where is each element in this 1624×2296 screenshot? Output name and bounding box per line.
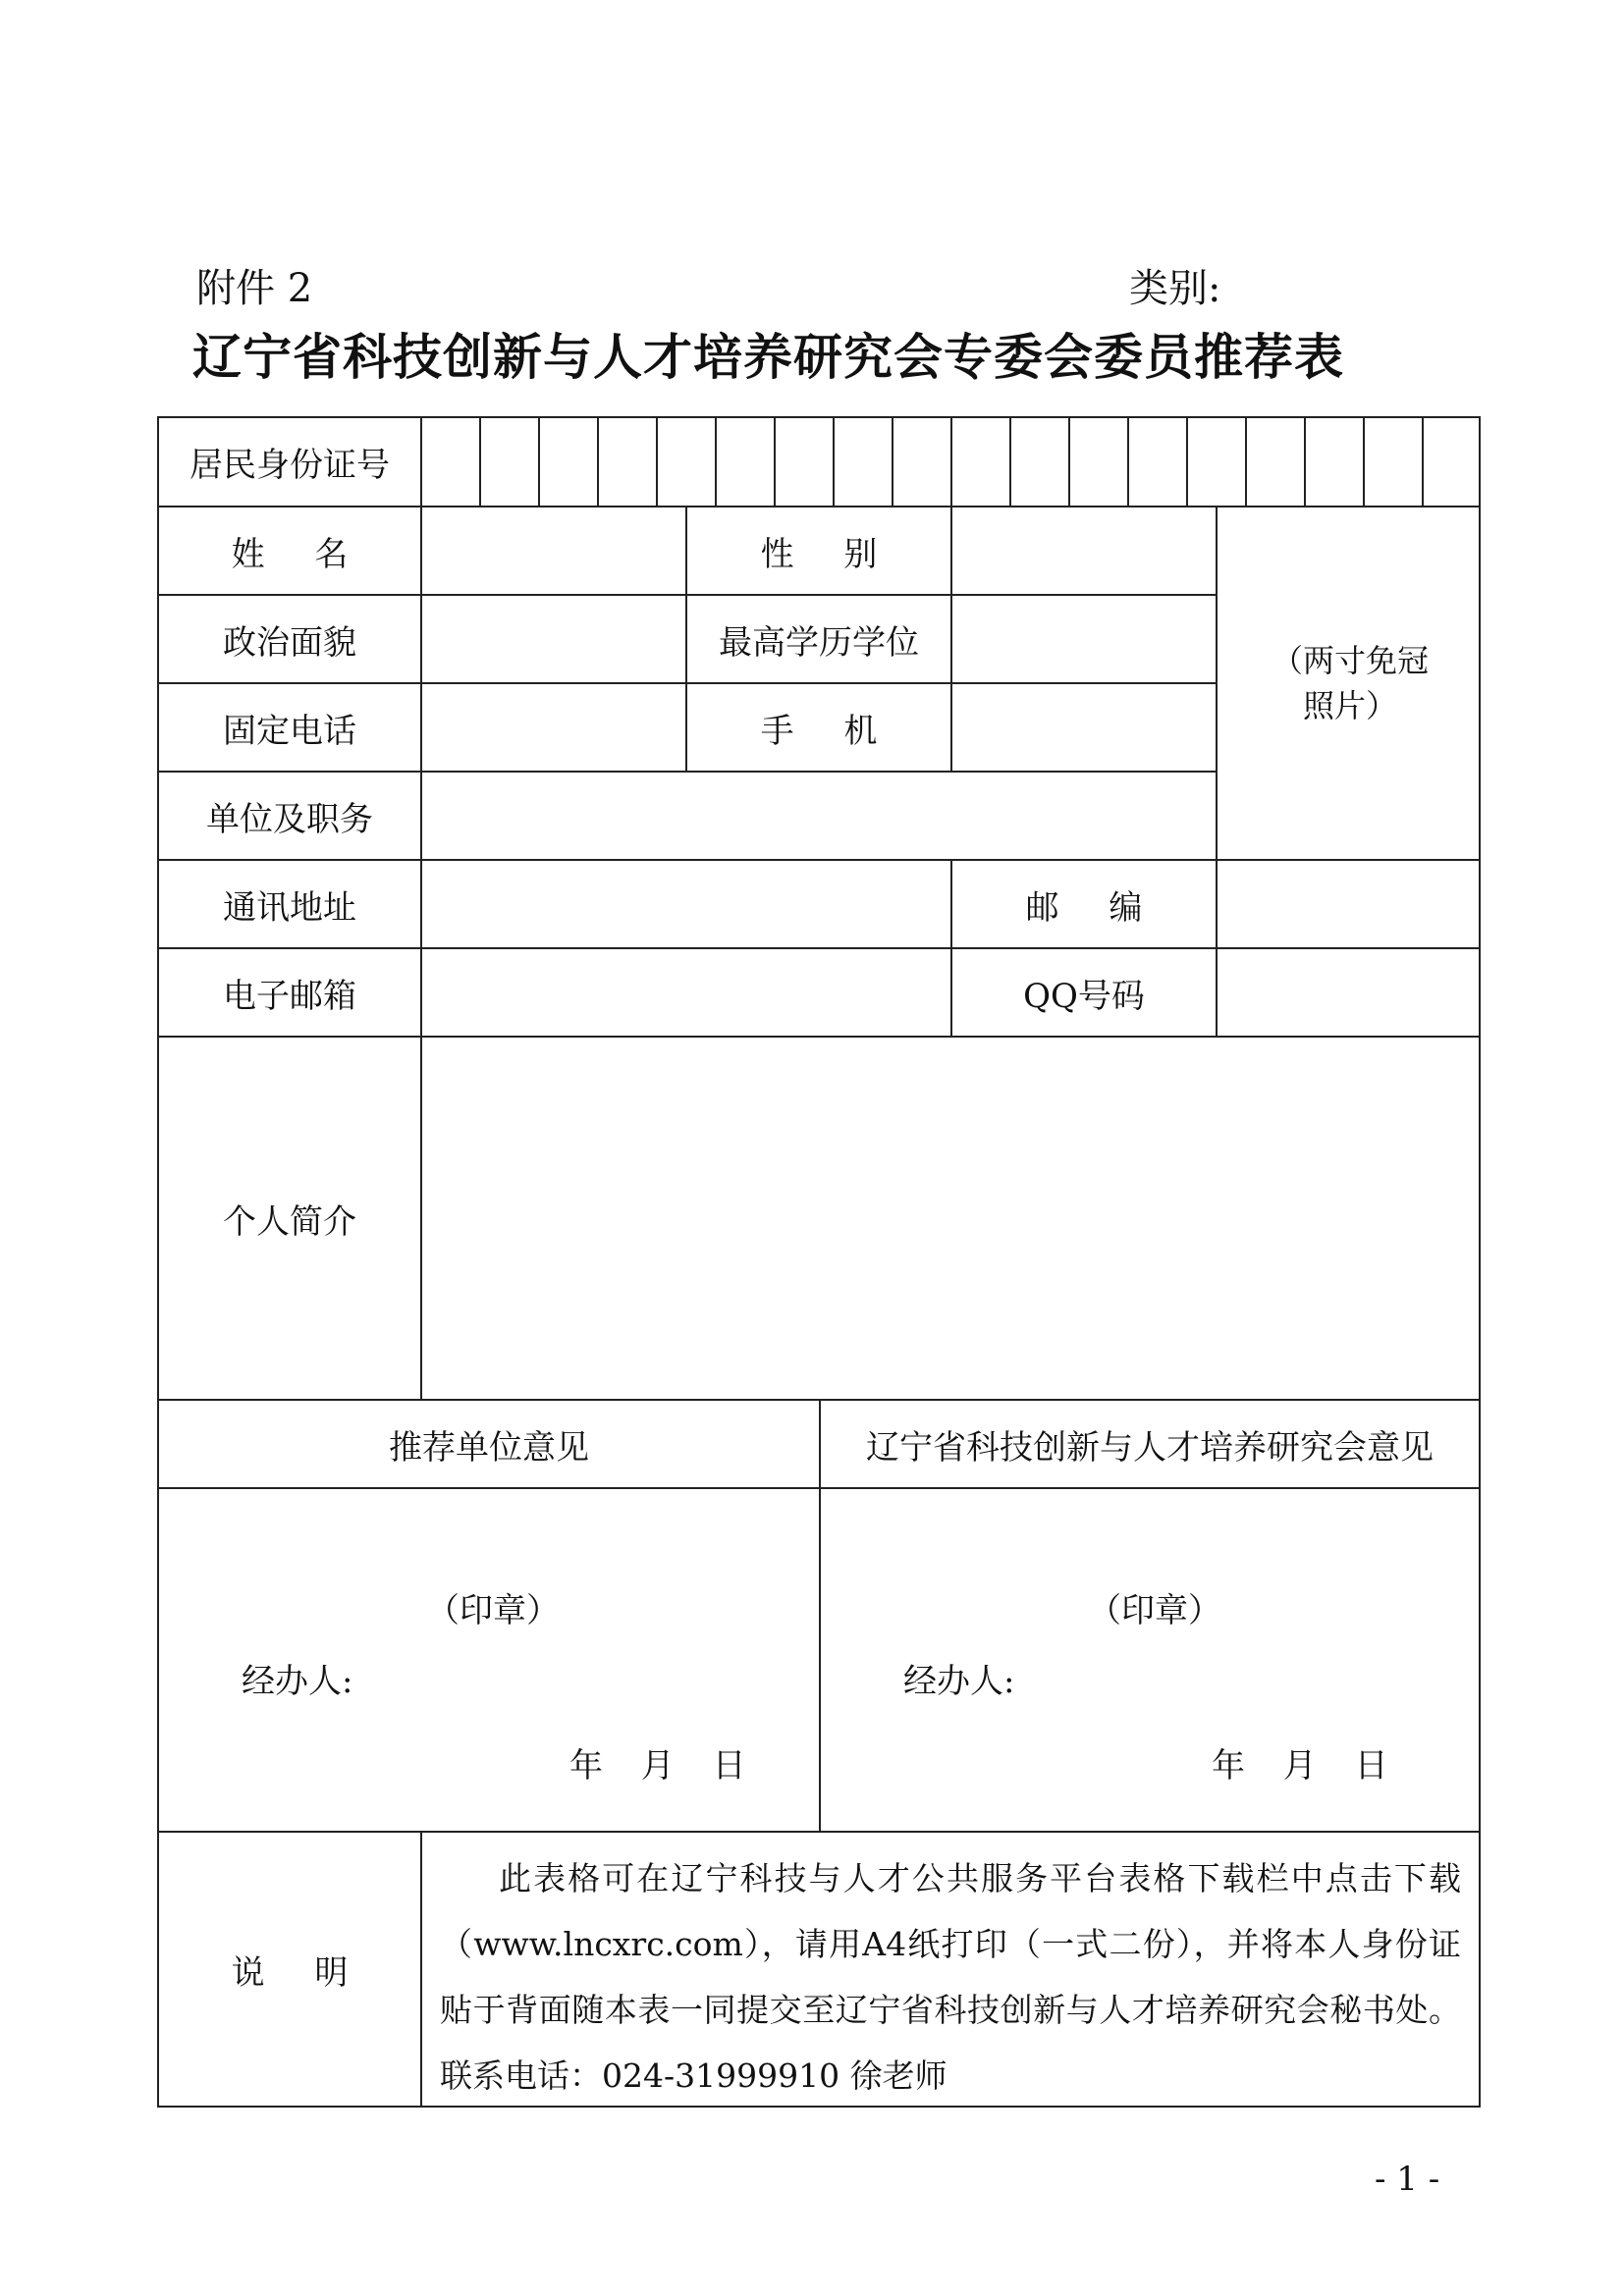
mobile-label: 手 机	[760, 711, 878, 751]
address-field[interactable]	[422, 861, 950, 947]
political-field[interactable]	[422, 596, 685, 682]
handler-label: 经办人:	[903, 1662, 1015, 1701]
postcode-label: 邮 编	[1025, 887, 1143, 928]
unit-field[interactable]	[422, 773, 1216, 859]
name-label: 姓 名	[231, 534, 349, 574]
seal-label: （印章）	[1088, 1591, 1221, 1630]
category-label: 类别:	[1129, 266, 1221, 311]
email-field[interactable]	[422, 949, 950, 1036]
name-field[interactable]	[422, 507, 685, 594]
mobile-field[interactable]	[952, 684, 1216, 771]
attachment-label: 附件 2	[196, 266, 313, 311]
unit-label: 单位及职务	[206, 799, 373, 839]
education-field[interactable]	[952, 596, 1216, 682]
political-label: 政治面貌	[223, 622, 356, 663]
form-title: 辽宁省科技创新与人才培养研究会专委会委员推荐表	[192, 329, 1344, 386]
id-number-field[interactable]	[481, 418, 1479, 506]
date-label: 年 月 日	[1212, 1746, 1388, 1786]
handler-label: 经办人:	[242, 1662, 353, 1701]
date-label: 年 月 日	[569, 1746, 746, 1786]
email-label: 电子邮箱	[223, 976, 356, 1016]
note-text: 此表格可在辽宁科技与人才公共服务平台表格下载栏中点击下载（www.lncxrc.com），请用A4纸打印（一式二份），并将本人身份证贴于背面随本表一同提交至辽宁省科技创新与人才培养研究会秘书处。联系电话：024-31999910 徐老师	[440, 1859, 1461, 2095]
bio-field[interactable]	[422, 1038, 1479, 1399]
gender-label: 性 别	[760, 534, 878, 574]
society-opinion-label: 辽宁省科技创新与人才培养研究会意见	[866, 1427, 1434, 1468]
note-label: 说 明	[231, 1952, 349, 1993]
society-opinion-box[interactable]	[821, 1489, 1479, 1831]
id-number-label: 居民身份证号	[189, 446, 390, 485]
phone-field[interactable]	[422, 684, 685, 771]
phone-label: 固定电话	[223, 711, 356, 751]
seal-label: （印章）	[426, 1591, 560, 1630]
photo-placeholder[interactable]: （两寸免冠照片）	[1271, 642, 1429, 724]
qq-label: QQ号码	[1023, 976, 1145, 1016]
page-number: - 1 -	[1375, 2160, 1440, 2199]
education-label: 最高学历学位	[719, 622, 919, 663]
postcode-field[interactable]	[1218, 861, 1479, 947]
recommend-unit-opinion-label: 推荐单位意见	[389, 1427, 589, 1468]
recommend-unit-opinion-box[interactable]	[159, 1489, 819, 1831]
address-label: 通讯地址	[223, 887, 356, 928]
qq-field[interactable]	[1218, 949, 1479, 1036]
gender-field[interactable]	[952, 507, 1216, 594]
bio-label: 个人简介	[223, 1201, 356, 1242]
